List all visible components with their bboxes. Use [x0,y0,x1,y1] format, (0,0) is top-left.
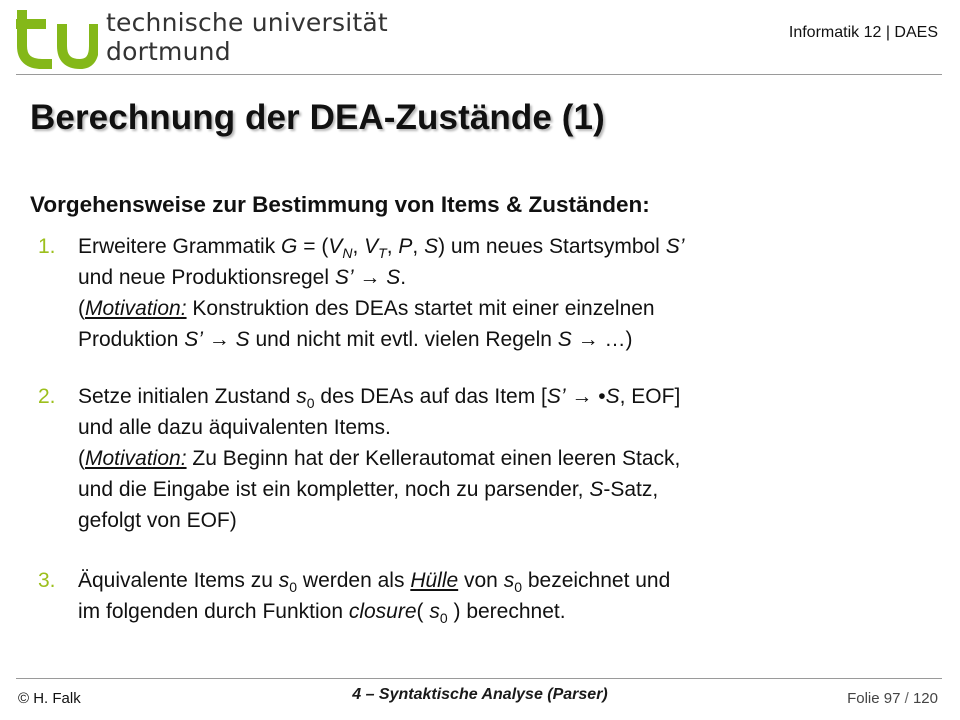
header-divider [16,74,942,75]
item-line: Setze initialen Zustand $s_0$ des DEAs auf das Item [S’ → •S, EOF] [78,385,681,411]
footer-chapter: 4 – Syntaktische Analyse (Parser) [352,686,608,703]
item-line: im folgenden durch Funktion closure( $s_0$ ) berechnet. [78,600,566,626]
closure-term: closure [348,600,417,623]
slide-title: Berechnung der DEA-Zustände (1) [30,98,605,137]
subheading: Vorgehensweise zur Bestimmung von Items & Zuständen: [30,192,650,217]
item-line: (Motivation: Zu Beginn hat der Kellerautomat einen leeren Stack, [78,447,681,470]
footer-author: © H. Falk [18,690,81,707]
item-line: und alle dazu äquivalenten Items. [78,416,391,439]
item-text [78,381,918,536]
list-item [38,565,918,627]
item-number: 3. [38,569,56,592]
list-item [38,381,918,536]
item-number: 2. [38,385,56,408]
university-line1: technische universität [106,8,388,37]
item-line: Äquivalente Items zu $s_0$ werden als Hülle von $s_0$ bezeichnet und [78,569,671,595]
item-text [78,565,918,627]
university-name [106,8,388,66]
arrow-symbol: → [571,328,605,351]
motivation-label: Motivation: [85,447,187,470]
item-line: Erweitere Grammatik $G = (V_N$, $V_T$, P, S) um neues Startsymbol S’ [78,235,685,261]
item-line: und neue Produktionsregel S’ → S. [78,266,407,289]
arrow-symbol: → [565,385,599,408]
item-line: Produktion S’ → S und nicht mit evtl. vielen Regeln S → …) [78,328,633,351]
item-number: 1. [38,235,56,258]
item-line: (Motivation: Konstruktion des DEAs startet mit einer einzelnen [78,297,655,320]
footer-divider [16,678,942,679]
motivation-label: Motivation: [85,297,187,320]
page-number: Folie 97 / 120 [847,690,938,707]
item-line: und die Eingabe ist ein kompletter, noch zu parsender, S-Satz, [78,478,659,501]
list-item [38,231,918,355]
item-text [78,231,918,355]
item-line: gefolgt von EOF) [78,509,237,532]
tu-logo [16,6,98,70]
course-label: Informatik 12 | DAES [788,24,938,41]
arrow-symbol: → [353,266,387,289]
university-line2: dortmund [106,37,231,66]
huelle-term: Hülle [410,569,459,592]
arrow-symbol: → [202,328,236,351]
